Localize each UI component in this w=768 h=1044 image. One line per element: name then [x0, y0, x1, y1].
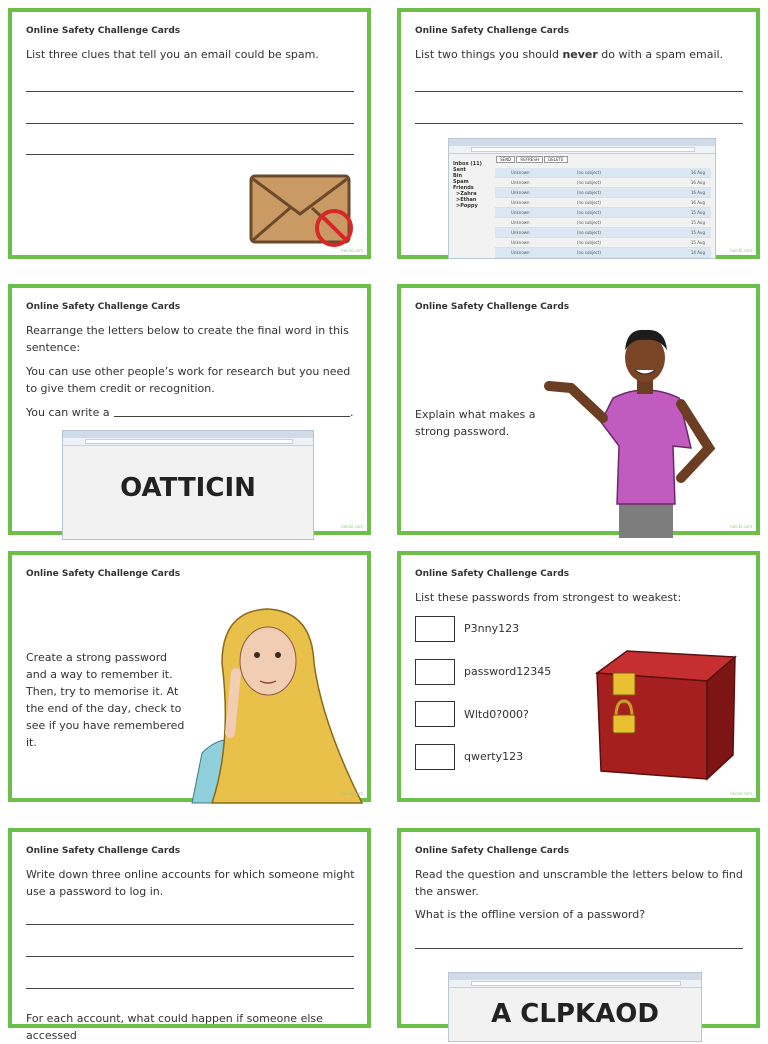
fill-in-text: You can write a: [26, 406, 110, 419]
locked-box-icon: [587, 643, 737, 783]
card-prompt-2: For each account, what could happen if someone else accessed: [26, 1012, 323, 1042]
inbox-row[interactable]: [495, 198, 711, 208]
inbox-subject: (no subject): [577, 220, 601, 225]
card-spam-never: [397, 8, 760, 259]
answer-line: [26, 988, 354, 989]
emphasis-never: never: [562, 48, 598, 61]
card-prompt: Create a strong password and a way to remember it. Then, try to memorise it. At the end of the day, check to see if you have remembered it.: [26, 651, 185, 749]
answer-line: [26, 924, 354, 925]
inbox-subject: (no subject): [577, 240, 601, 245]
boy-illustration: [541, 318, 721, 538]
card-sentence: You can use other people’s work for research but you need to give them credit or recognition.: [26, 365, 351, 395]
answer-line: [26, 123, 354, 124]
inbox-sender: Unknown: [511, 190, 530, 195]
card-header: Online Safety Challenge Cards: [26, 26, 181, 36]
inbox-sender: Unknown: [511, 170, 530, 175]
inbox-date: 14 Aug: [690, 250, 705, 255]
inbox-subject: (no subject): [577, 170, 601, 175]
inbox-subject: (no subject): [577, 180, 601, 185]
card-header: Online Safety Challenge Cards: [415, 302, 570, 312]
girl-illustration: [172, 603, 372, 803]
browser-window: [448, 972, 702, 1042]
inbox-buttons: SEND REFRESH DELETE: [496, 157, 568, 162]
card-prompt: Read the question and unscramble the letters below to find the answer.: [415, 868, 743, 898]
answer-line: [415, 91, 743, 92]
inbox-date: 16 Aug: [690, 200, 705, 205]
inbox-sender: Unknown: [511, 240, 530, 245]
watermark: twinkl.com: [341, 791, 363, 796]
password-option: qwerty123: [464, 750, 524, 763]
watermark: twinkl.com: [730, 248, 752, 253]
answer-line: [415, 123, 743, 124]
inbox-sender: Unknown: [511, 230, 530, 235]
inbox-subject: (no subject): [577, 210, 601, 215]
watermark: twinkl.com: [341, 524, 363, 529]
card-header: Online Safety Challenge Cards: [415, 569, 570, 579]
answer-line: [114, 416, 350, 417]
card-prompt: List three clues that tell you an email could be spam.: [26, 48, 319, 61]
card-unscramble-citation: Online Safety Challenge Cards Rearrange the letters below to create the final word in this sentence: You can use other people’s work for research but you need to give them credit or recognition. You can write a . OATTICIN twinkl.com: [8, 284, 371, 535]
inbox-row[interactable]: [495, 218, 711, 228]
card-rank-passwords: [397, 551, 760, 802]
card-header: Online Safety Challenge Cards: [415, 846, 570, 856]
rank-box-3[interactable]: [415, 701, 455, 727]
inbox-folders: Inbox (11) Sent Bin Spam Friends >Zahra >Ethan >Poppy: [453, 161, 482, 209]
card-spam-clues: [8, 8, 371, 259]
card-question: What is the offline version of a password?: [415, 908, 646, 921]
rank-box-4[interactable]: [415, 744, 455, 770]
answer-line: [415, 948, 743, 949]
answer-line: [26, 154, 354, 155]
card-prompt: Explain what makes a strong password.: [415, 408, 536, 438]
inbox-row[interactable]: [495, 248, 711, 258]
card-header: Online Safety Challenge Cards: [415, 26, 570, 36]
inbox-date: 15 Aug: [690, 220, 705, 225]
answer-line: [26, 956, 354, 957]
card-header: Online Safety Challenge Cards: [26, 569, 181, 579]
card-header: Online Safety Challenge Cards: [26, 846, 181, 856]
inbox-sender: Unknown: [511, 210, 530, 215]
inbox-sender: Unknown: [511, 180, 530, 185]
inbox-sender: Unknown: [511, 220, 530, 225]
watermark: twinkl.com: [730, 791, 752, 796]
watermark: twinkl.com: [730, 524, 752, 529]
inbox-date: 15 Aug: [690, 210, 705, 215]
card-prompt: List these passwords from strongest to weakest:: [415, 591, 682, 604]
inbox-subject: (no subject): [577, 200, 601, 205]
browser-window: [62, 430, 314, 540]
inbox-subject: (no subject): [577, 190, 601, 195]
inbox-sender: Unknown: [511, 200, 530, 205]
card-online-accounts: [8, 828, 371, 1042]
card-header: Online Safety Challenge Cards: [26, 302, 181, 312]
rank-box-2[interactable]: [415, 659, 455, 685]
inbox-date: 16 Aug: [690, 180, 705, 185]
email-inbox-screenshot: [448, 138, 716, 259]
password-option: password12345: [464, 665, 552, 678]
inbox-subject: (no subject): [577, 230, 601, 235]
inbox-date: 15 Aug: [690, 240, 705, 245]
card-strong-password: [397, 284, 760, 535]
inbox-subject: (no subject): [577, 250, 601, 255]
card-offline-password: [397, 828, 760, 1028]
inbox-row[interactable]: [495, 178, 711, 188]
inbox-date: 16 Aug: [690, 170, 705, 175]
password-option: P3nny123: [464, 622, 520, 635]
inbox-date: 16 Aug: [690, 190, 705, 195]
card-create-password: [8, 551, 371, 802]
inbox-date: 15 Aug: [690, 230, 705, 235]
inbox-sender: Unknown: [511, 250, 530, 255]
card-prompt: List two things you should never do with a spam email.: [415, 48, 724, 61]
password-option: Wltd0?000?: [464, 708, 529, 721]
scrambled-word: A CLPKAOD: [491, 999, 659, 1029]
inbox-row[interactable]: [495, 168, 711, 178]
card-prompt: Rearrange the letters below to create the final word in this sentence:: [26, 324, 349, 354]
inbox-row[interactable]: [495, 188, 711, 198]
rank-box-1[interactable]: [415, 616, 455, 642]
watermark: twinkl.com: [341, 248, 363, 253]
envelope-no-icon: [248, 172, 358, 248]
inbox-row[interactable]: [495, 238, 711, 248]
card-prompt: Write down three online accounts for which someone might use a password to log in.: [26, 868, 355, 898]
answer-line: [26, 91, 354, 92]
inbox-row[interactable]: [495, 228, 711, 238]
inbox-list: [495, 168, 711, 258]
inbox-row[interactable]: [495, 208, 711, 218]
scrambled-word: OATTICIN: [120, 473, 256, 503]
